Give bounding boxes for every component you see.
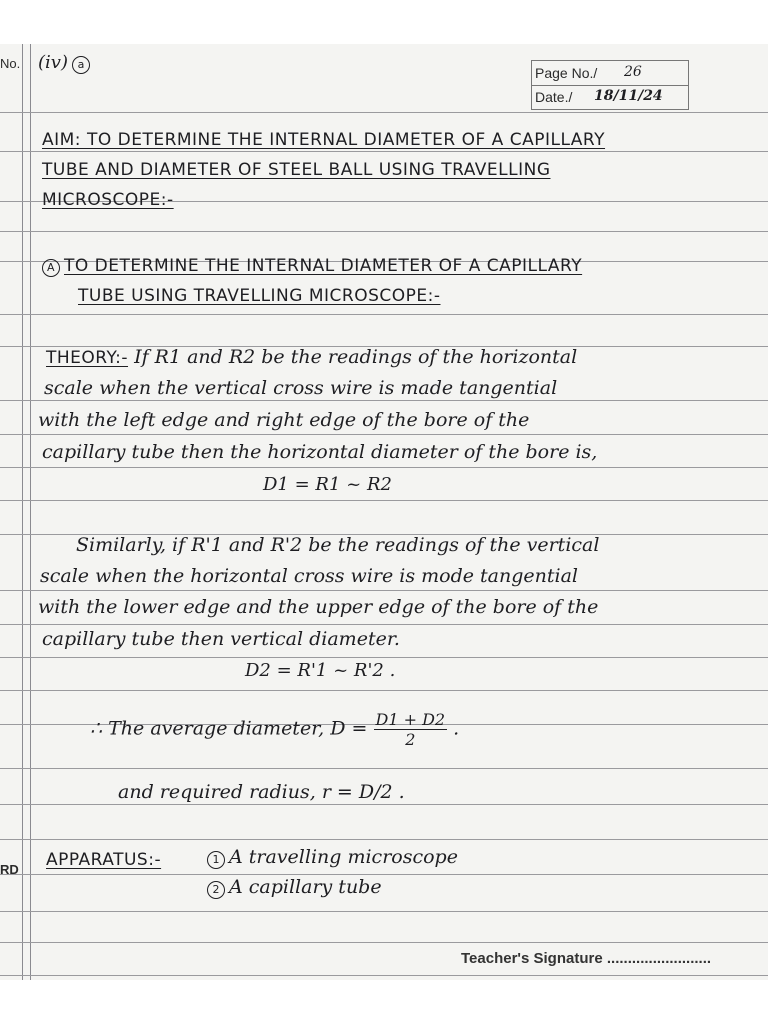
ruled-line bbox=[0, 112, 768, 113]
date-value: 18/11/24 bbox=[594, 88, 663, 104]
ruled-line bbox=[0, 314, 768, 315]
aim-line-3: MICROSCOPE:- bbox=[42, 190, 174, 210]
aim-line-2: TUBE AND DIAMETER OF STEEL BALL USING TRAVELLING bbox=[42, 160, 551, 180]
ruled-line bbox=[0, 590, 768, 591]
ruled-line bbox=[0, 874, 768, 875]
similarly-line-2: scale when the horizontal cross wire is mode tangential bbox=[40, 565, 578, 587]
average-diameter: ∴ The average diameter, D = $\frac{D1 + D2}{2}$ . bbox=[90, 710, 460, 749]
ruled-line bbox=[0, 839, 768, 840]
ruled-line bbox=[0, 434, 768, 435]
ruled-line bbox=[0, 911, 768, 912]
ruled-line bbox=[0, 768, 768, 769]
ruled-line bbox=[0, 500, 768, 501]
equation-d2: D2 = R'1 ~ R'2 . bbox=[245, 660, 396, 681]
theory-line-1: THEORY:- If R1 and R2 be the readings of the horizontal bbox=[46, 346, 578, 368]
date-label: Date./ bbox=[535, 89, 573, 105]
ruled-line bbox=[0, 151, 768, 152]
similarly-line-3: with the lower edge and the upper edge of the bore of the bbox=[38, 596, 599, 618]
part-a-line-2: TUBE USING TRAVELLING MICROSCOPE:- bbox=[78, 286, 441, 306]
ruled-line bbox=[0, 804, 768, 805]
edge-label: No. bbox=[0, 56, 21, 71]
theory-line-4: capillary tube then the horizontal diameter of the bore is, bbox=[42, 441, 598, 463]
ruled-line bbox=[0, 624, 768, 625]
ruled-line bbox=[0, 690, 768, 691]
part-a-marker: A bbox=[42, 259, 60, 277]
page-no-value: 26 bbox=[624, 64, 642, 80]
average-fraction: $\frac{D1 + D2}{2}$ bbox=[375, 710, 446, 749]
page-no-label: Page No./ bbox=[535, 65, 598, 81]
ruled-line bbox=[0, 231, 768, 232]
ruled-line bbox=[0, 975, 768, 976]
ruled-line bbox=[0, 400, 768, 401]
ruled-line bbox=[0, 657, 768, 658]
equation-d1: D1 = R1 ~ R2 bbox=[263, 474, 392, 495]
notebook-page bbox=[0, 44, 768, 980]
apparatus-item-1: 1 A travelling microscope bbox=[207, 846, 458, 869]
similarly-line-1: Similarly, if R'1 and R'2 be the readings of the vertical bbox=[76, 534, 600, 556]
radius-line: and required radius, r = D/2 . bbox=[118, 781, 405, 803]
page-date-box bbox=[531, 60, 689, 110]
ruled-line bbox=[0, 942, 768, 943]
part-a-line-1: A TO DETERMINE THE INTERNAL DIAMETER OF A CAPILLARY bbox=[42, 256, 582, 277]
aim-line-1: AIM: TO DETERMINE THE INTERNAL DIAMETER OF A CAPILLARY bbox=[42, 130, 606, 150]
side-mark: RD bbox=[0, 862, 19, 877]
section-mark: (iv) a bbox=[38, 52, 94, 74]
teacher-signature bbox=[461, 950, 711, 967]
theory-line-2: scale when the vertical cross wire is made tangential bbox=[44, 377, 558, 399]
theory-label: THEORY:- bbox=[46, 348, 129, 368]
box-divider bbox=[532, 85, 688, 86]
signature-label: Teacher's Signature bbox=[461, 950, 603, 967]
apparatus-item-2: 2 A capillary tube bbox=[207, 876, 382, 899]
theory-line-3: with the left edge and right edge of the bore of the bbox=[38, 409, 530, 431]
apparatus-label: APPARATUS:- bbox=[46, 850, 162, 870]
signature-dots: ......................... bbox=[606, 950, 712, 967]
ruled-line bbox=[0, 467, 768, 468]
similarly-line-4: capillary tube then vertical diameter. bbox=[42, 628, 400, 650]
